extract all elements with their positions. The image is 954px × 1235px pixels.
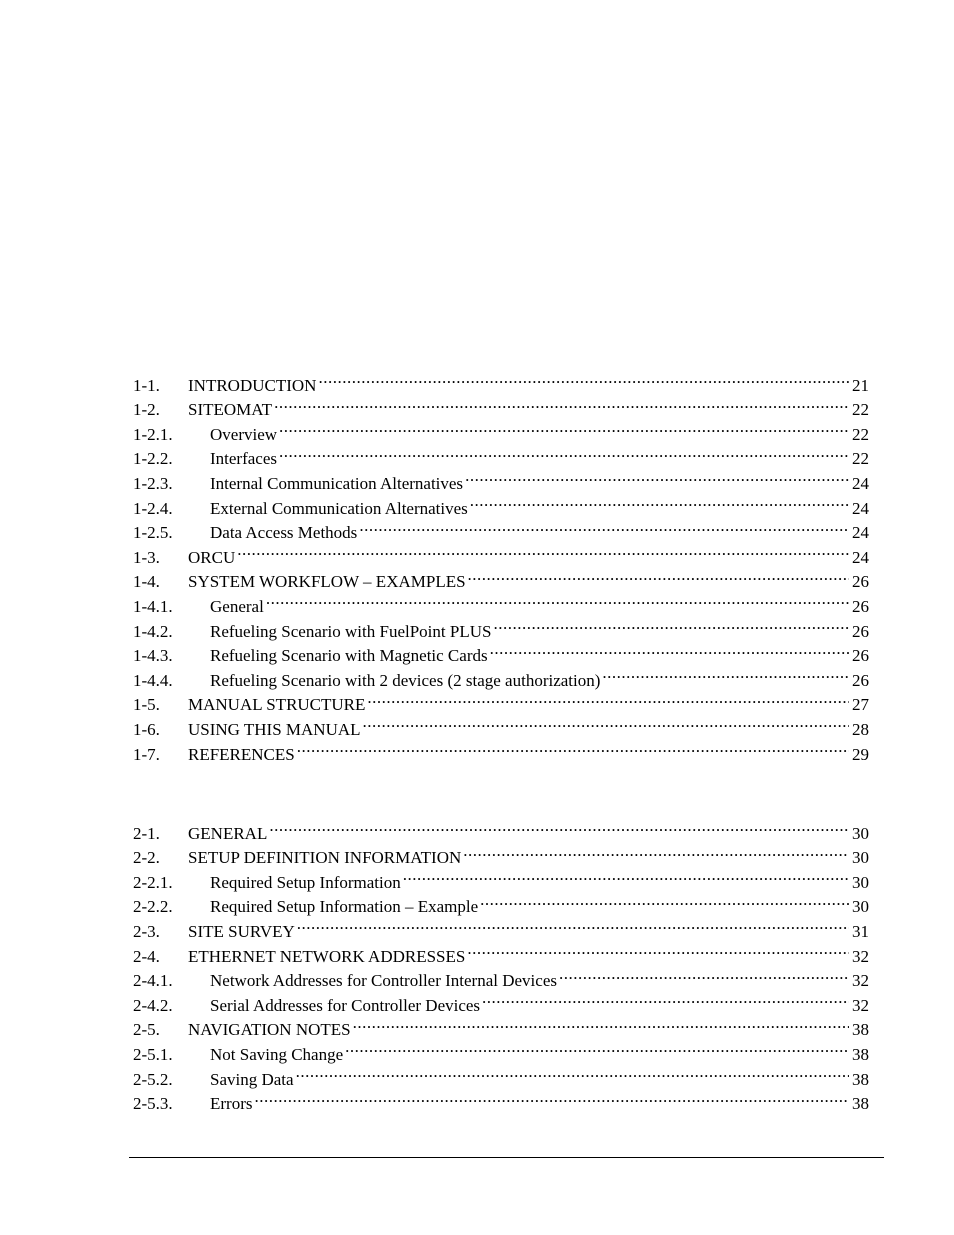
toc-dot-leader: [353, 1011, 849, 1036]
toc-dot-leader: [559, 962, 849, 987]
toc-entry-page-number: 38: [852, 1044, 869, 1064]
toc-entry[interactable]: [133, 514, 869, 543]
toc-entry-title: SITEOMAT: [188, 400, 273, 420]
toc-entry-title: Interfaces: [210, 449, 278, 469]
toc-entry-number: 1-6.: [133, 719, 160, 739]
toc-entry-page-number: 24: [852, 547, 869, 567]
toc-dot-leader: [403, 863, 849, 888]
toc-dot-leader: [363, 710, 849, 735]
toc-entry-title: Required Setup Information: [210, 872, 401, 892]
toc-dot-leader: [482, 986, 849, 1011]
toc-entry[interactable]: [133, 1085, 869, 1114]
toc-section-chapter-2: [133, 814, 869, 1114]
toc-entry[interactable]: [133, 686, 869, 715]
toc-entry-page-number: 32: [852, 971, 869, 991]
toc-entry[interactable]: [133, 489, 869, 518]
toc-entry-number: 1-2.3.: [133, 473, 173, 493]
toc-entry-title: Overview: [210, 424, 278, 444]
toc-entry-number: 1-2.: [133, 400, 160, 420]
toc-entry[interactable]: [133, 1011, 869, 1040]
toc-entry-page-number: 38: [852, 1069, 869, 1089]
toc-entry-number: 2-3.: [133, 921, 160, 941]
toc-entry-number: 1-4.4.: [133, 670, 173, 690]
toc-entry-page-number: 26: [852, 621, 869, 641]
toc-entry-number: 1-4.1.: [133, 596, 173, 616]
toc-entry-number: 1-4.: [133, 572, 160, 592]
toc-entry-number: 2-4.2.: [133, 995, 173, 1015]
toc-entry[interactable]: [133, 710, 869, 739]
toc-entry-number: 2-4.: [133, 946, 160, 966]
toc-entry-title: Data Access Methods: [210, 523, 358, 543]
toc-dot-leader: [274, 391, 849, 416]
toc-dot-leader: [269, 814, 849, 839]
toc-entry-title: Errors: [210, 1094, 253, 1114]
toc-entry-number: 2-1.: [133, 823, 160, 843]
toc-entry-page-number: 30: [852, 872, 869, 892]
toc-dot-leader: [602, 661, 849, 686]
toc-dot-leader: [465, 464, 849, 489]
toc-entry-page-number: 38: [852, 1020, 869, 1040]
toc-entry-number: 2-4.1.: [133, 971, 173, 991]
toc-entry-page-number: 27: [852, 695, 869, 715]
toc-dot-leader: [237, 538, 849, 563]
toc-dot-leader: [359, 514, 849, 539]
toc-entry[interactable]: [133, 863, 869, 892]
toc-entry[interactable]: [133, 937, 869, 966]
toc-entry[interactable]: [133, 839, 869, 868]
toc-entry-page-number: 30: [852, 897, 869, 917]
toc-entry-page-number: 28: [852, 719, 869, 739]
toc-entry-title: REFERENCES: [188, 744, 295, 764]
toc-dot-leader: [480, 888, 849, 913]
toc-dot-leader: [468, 563, 849, 588]
toc-entry-title: ORCU: [188, 547, 236, 567]
toc-entry-title: SETUP DEFINITION INFORMATION: [188, 848, 462, 868]
toc-entry-title: Serial Addresses for Controller Devices: [210, 995, 481, 1015]
toc-dot-leader: [345, 1035, 849, 1060]
toc-dot-leader: [493, 612, 849, 637]
toc-entry[interactable]: [133, 814, 869, 843]
toc-entry-title: Internal Communication Alternatives: [210, 473, 464, 493]
toc-entry-page-number: 22: [852, 424, 869, 444]
toc-dot-leader: [279, 440, 849, 465]
toc-entry-number: 1-2.1.: [133, 424, 173, 444]
toc-entry-page-number: 30: [852, 848, 869, 868]
toc-entry[interactable]: [133, 735, 869, 764]
toc-entry-page-number: 21: [852, 375, 869, 395]
toc-entry[interactable]: [133, 1060, 869, 1089]
toc-entry-number: 1-2.4.: [133, 498, 173, 518]
toc-entry[interactable]: [133, 1035, 869, 1064]
toc-entry-number: 2-5.1.: [133, 1044, 173, 1064]
toc-entry-page-number: 29: [852, 744, 869, 764]
toc-section-chapter-1: [133, 366, 869, 764]
toc-entry-number: 2-2.: [133, 848, 160, 868]
toc-entry-page-number: 22: [852, 400, 869, 420]
toc-dot-leader: [470, 489, 849, 514]
toc-entry-title: Not Saving Change: [210, 1044, 344, 1064]
toc-entry-number: 1-4.2.: [133, 621, 173, 641]
toc-entry-number: 1-1.: [133, 375, 160, 395]
footer-divider: [129, 1157, 884, 1158]
toc-dot-leader: [467, 937, 849, 962]
toc-entry-page-number: 32: [852, 946, 869, 966]
toc-entry-number: 1-7.: [133, 744, 160, 764]
toc-entry-page-number: 24: [852, 523, 869, 543]
toc-entry-title: General: [210, 596, 264, 616]
toc-dot-leader: [367, 686, 849, 711]
toc-entry-number: 2-5.: [133, 1020, 160, 1040]
toc-entry-page-number: 26: [852, 572, 869, 592]
toc-entry-title: SITE SURVEY: [188, 921, 295, 941]
toc-entry[interactable]: [133, 415, 869, 444]
toc-entry-title: Refueling Scenario with Magnetic Cards: [210, 646, 488, 666]
toc-entry-number: 1-2.2.: [133, 449, 173, 469]
toc-entry[interactable]: [133, 587, 869, 616]
toc-entry-page-number: 22: [852, 449, 869, 469]
toc-dot-leader: [266, 587, 849, 612]
toc-entry-page-number: 26: [852, 646, 869, 666]
toc-dot-leader: [254, 1085, 849, 1110]
toc-entry[interactable]: [133, 563, 869, 592]
toc-entry-title: Refueling Scenario with 2 devices (2 stage authorization): [210, 670, 601, 690]
toc-entry-page-number: 30: [852, 823, 869, 843]
toc-entry[interactable]: [133, 637, 869, 666]
toc-entry-number: 1-3.: [133, 547, 160, 567]
toc-entry-number: 1-4.3.: [133, 646, 173, 666]
toc-entry-page-number: 26: [852, 596, 869, 616]
toc-dot-leader: [318, 366, 849, 391]
toc-entry[interactable]: [133, 661, 869, 690]
toc-entry-title: ETHERNET NETWORK ADDRESSES: [188, 946, 466, 966]
toc-entry-title: Required Setup Information – Example: [210, 897, 479, 917]
toc-entry-title: USING THIS MANUAL: [188, 719, 361, 739]
toc-entry[interactable]: [133, 986, 869, 1015]
toc-entry-number: 2-2.2.: [133, 897, 173, 917]
toc-entry-number: 1-5.: [133, 695, 160, 715]
toc-entry-page-number: 31: [852, 921, 869, 941]
toc-entry-page-number: 38: [852, 1094, 869, 1114]
toc-entry-title: Refueling Scenario with FuelPoint PLUS: [210, 621, 492, 641]
toc-entry[interactable]: [133, 391, 869, 420]
toc-entry-title: Network Addresses for Controller Internal Devices: [210, 971, 557, 991]
toc-entry-title: Saving Data: [210, 1069, 294, 1089]
toc-dot-leader: [296, 1060, 849, 1085]
toc-dot-leader: [279, 415, 849, 440]
toc-entry-title: MANUAL STRUCTURE: [188, 695, 366, 715]
toc-entry-page-number: 24: [852, 498, 869, 518]
toc-entry[interactable]: [133, 888, 869, 917]
toc-entry-number: 1-2.5.: [133, 523, 173, 543]
toc-entry-title: GENERAL: [188, 823, 268, 843]
toc-entry-number: 2-2.1.: [133, 872, 173, 892]
toc-entry-title: External Communication Alternatives: [210, 498, 468, 518]
toc-entry-title: NAVIGATION NOTES: [188, 1020, 351, 1040]
toc-entry-number: 2-5.2.: [133, 1069, 173, 1089]
toc-entry[interactable]: [133, 538, 869, 567]
toc-entry-number: 2-5.3.: [133, 1094, 173, 1114]
toc-entry-page-number: 24: [852, 473, 869, 493]
toc-entry[interactable]: [133, 912, 869, 941]
toc-dot-leader: [463, 839, 849, 864]
toc-entry[interactable]: [133, 464, 869, 493]
toc-entry[interactable]: [133, 440, 869, 469]
toc-entry-page-number: 32: [852, 995, 869, 1015]
toc-entry[interactable]: [133, 612, 869, 641]
toc-dot-leader: [297, 912, 849, 937]
toc-entry[interactable]: [133, 366, 869, 395]
toc-entry[interactable]: [133, 962, 869, 991]
toc-dot-leader: [490, 637, 849, 662]
toc-entry-title: SYSTEM WORKFLOW – EXAMPLES: [188, 572, 466, 592]
toc-dot-leader: [297, 735, 849, 760]
toc-entry-page-number: 26: [852, 670, 869, 690]
toc-entry-title: INTRODUCTION: [188, 375, 317, 395]
